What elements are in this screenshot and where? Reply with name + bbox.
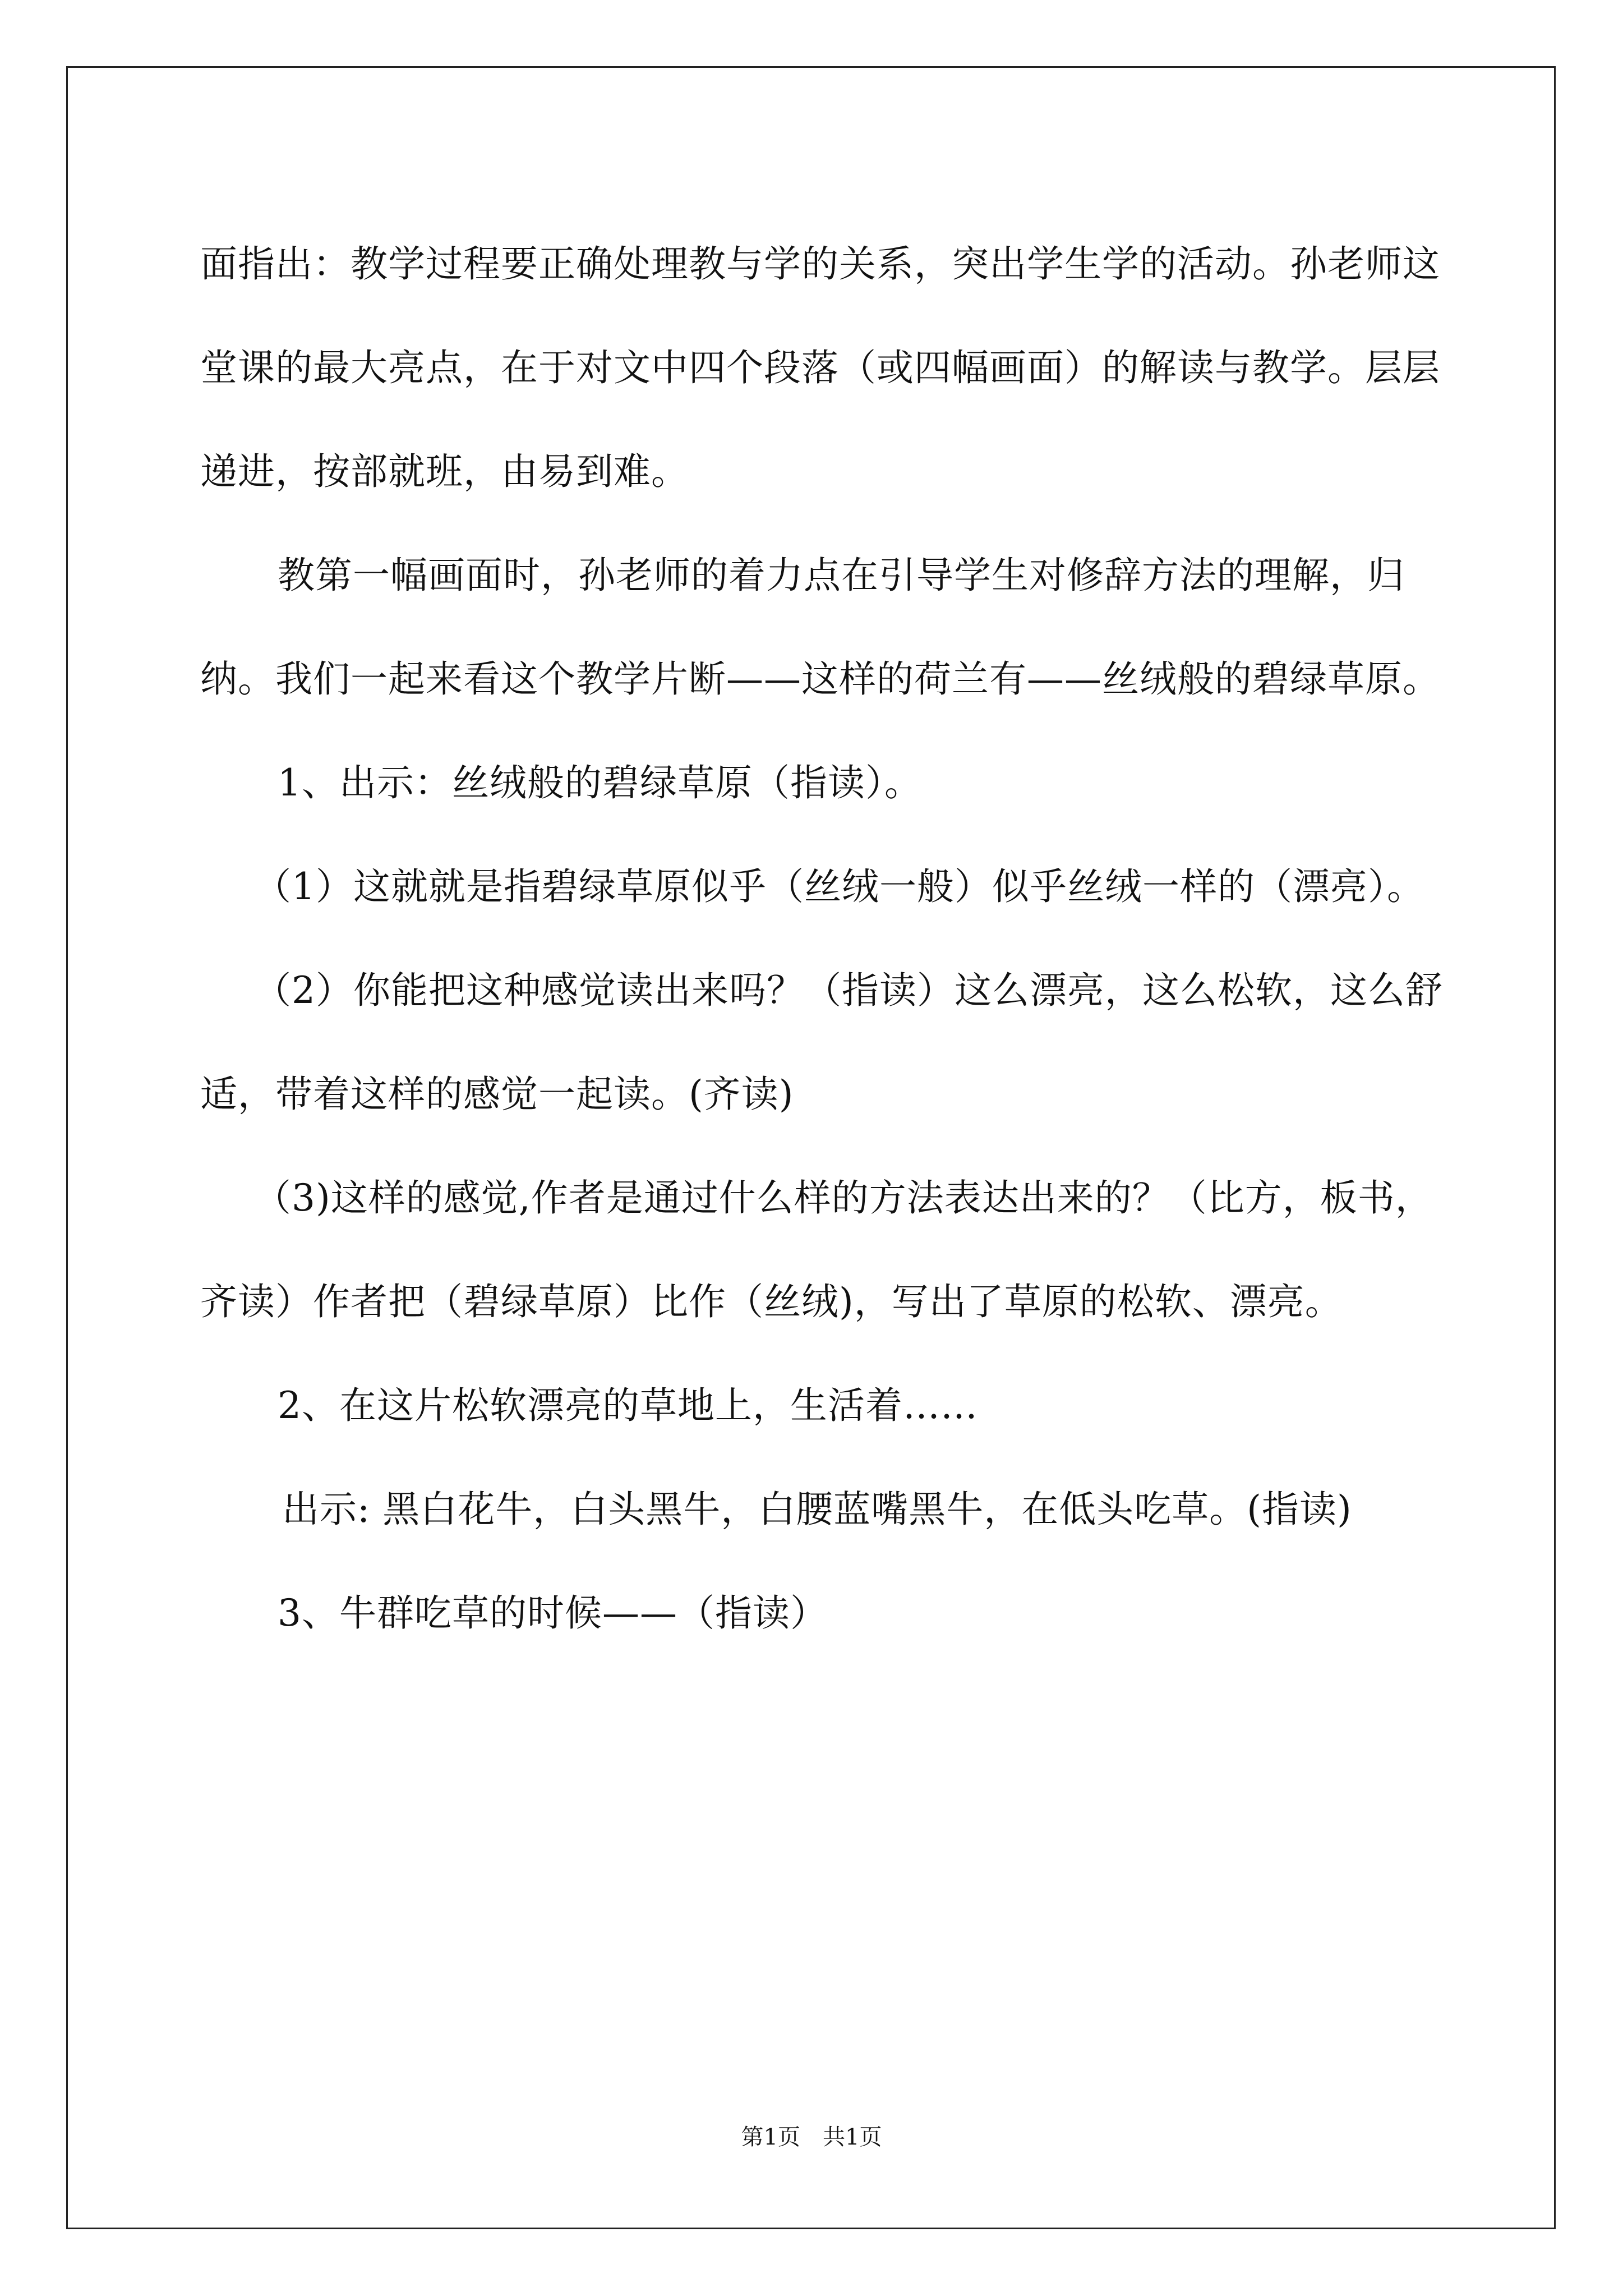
paragraph-3: 1、出示：丝绒般的碧绿草原（指读）。 (278, 761, 922, 804)
document-body (200, 212, 1468, 1665)
page-footer: 第1页 共1页 (741, 2124, 882, 2150)
paragraph-8: 出示: 黑白花牛，白头黑牛，白腰蓝嘴黑牛，在低头吃草。(指读) (282, 1488, 1352, 1531)
paragraph-5: （2）你能把这种感觉读出来吗？（指读）这么漂亮，这么松软，这么舒适，带着这样的感觉一起读。(齐读) (200, 969, 1443, 1116)
paragraph-1: 面指出：教学过程要正确处理教与学的关系，突出学生学的活动。孙老师这堂课的最大亮点，在于对文中四个段落（或四幅画面）的解读与教学。层层递进，按部就班，由易到难。 (200, 242, 1440, 493)
paragraph-4: （1）这就就是指碧绿草原似乎（丝绒一般）似乎丝绒一样的（漂亮）。 (254, 865, 1424, 908)
paragraph-2: 教第一幅画面时，孙老师的着力点在引导学生对修辞方法的理解，归纳。我们一起来看这个教学片断——这样的荷兰有——丝绒般的碧绿草原。 (200, 554, 1440, 701)
paragraph-6: （3)这样的感觉,作者是通过什么样的方法表达出来的？（比方，板书，齐读）作者把（碧绿草原）比作（丝绒)，写出了草原的松软、漂亮。 (200, 1176, 1433, 1323)
paragraph-7: 2、在这片松软漂亮的草地上，生活着…… (278, 1384, 978, 1427)
paragraph-9: 3、牛群吃草的时候——（指读） (278, 1591, 828, 1635)
